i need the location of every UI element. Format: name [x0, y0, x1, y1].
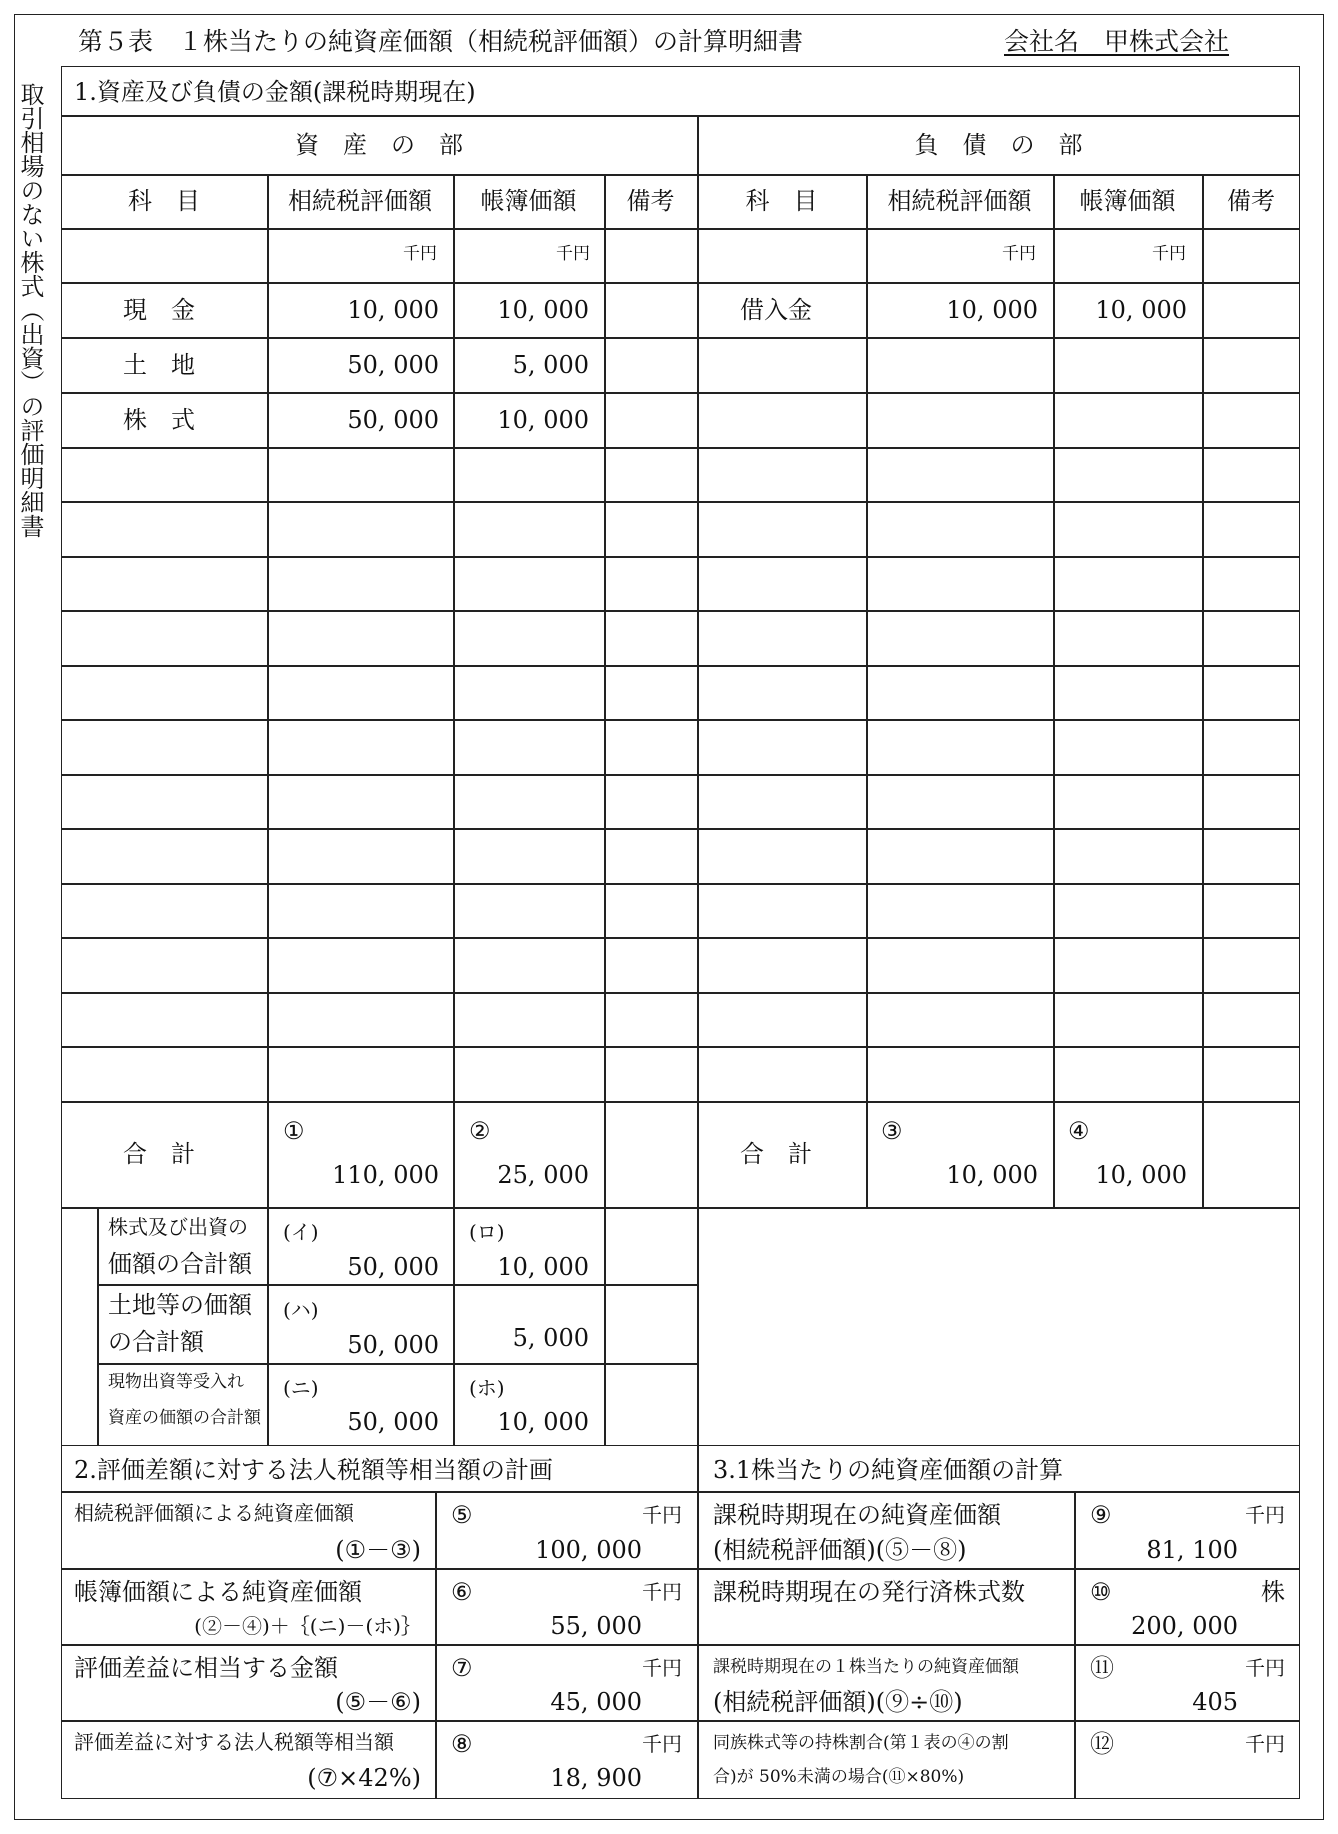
asset-eval: 10, 000 [347, 296, 439, 324]
s2-mark: ⑦ [451, 1654, 473, 1682]
s2-value: 45, 000 [550, 1688, 642, 1716]
liabilities-header: 負 債 の 部 [914, 131, 1083, 159]
unit-label: 千円 [403, 244, 437, 264]
asset-total-eval-mark: ① [283, 1117, 305, 1145]
asset-col-subject: 科 目 [128, 187, 200, 215]
s3-label: 合)が 50%未満の場合(⑪×80%) [713, 1767, 965, 1787]
asset-book: 5, 000 [512, 351, 589, 379]
liab-book: 10, 000 [1095, 296, 1187, 324]
liab-total-eval: 10, 000 [946, 1161, 1038, 1189]
s3-value: 405 [1192, 1688, 1238, 1716]
page-title: 第５表 １株当たりの純資産価額（相続税評価額）の計算明細書 [78, 27, 804, 56]
asset-eval: 50, 000 [347, 406, 439, 434]
sub-mark: (ハ) [283, 1298, 319, 1322]
s3-label: (相続税評価額)(⑨÷⑩) [713, 1688, 963, 1716]
sub-value: 5, 000 [512, 1324, 589, 1352]
s2-value: 100, 000 [535, 1536, 642, 1564]
s3-unit: 千円 [1245, 1503, 1285, 1527]
asset-total-label: 合 計 [123, 1140, 195, 1168]
s2-label: (⑦×42%) [307, 1764, 421, 1792]
asset-subject: 現 金 [123, 296, 195, 324]
s2-value: 55, 000 [550, 1612, 642, 1640]
liab-total-book-mark: ④ [1068, 1117, 1090, 1145]
s3-label: 課税時期現在の純資産価額 [713, 1501, 1001, 1529]
s3-unit: 株 [1261, 1578, 1285, 1606]
section3-title: 3.1株当たりの純資産価額の計算 [713, 1456, 1064, 1484]
section2-title: 2.評価差額に対する法人税額等相当額の計画 [74, 1456, 553, 1484]
s3-mark: ⑨ [1090, 1501, 1112, 1529]
liab-total-book: 10, 000 [1095, 1161, 1187, 1189]
s2-unit: 千円 [642, 1503, 682, 1527]
s2-label: (②－④)＋｛(ニ)－(ホ)｝ [194, 1614, 421, 1638]
liab-total-label: 合 計 [740, 1140, 812, 1168]
s3-label: 同族株式等の持株割合(第１表の④の割 [713, 1733, 1009, 1753]
company-name: 会社名 甲株式会社 [1004, 27, 1230, 56]
liab-col-subject: 科 目 [745, 187, 818, 215]
s3-label: 課税時期現在の発行済株式数 [713, 1578, 1025, 1606]
s3-value: 81, 100 [1146, 1536, 1238, 1564]
s3-unit: 千円 [1245, 1732, 1285, 1756]
asset-total-book-mark: ② [469, 1117, 491, 1145]
sub-mark: (イ) [283, 1220, 319, 1244]
asset-eval: 50, 000 [347, 351, 439, 379]
liab-total-eval-mark: ③ [881, 1117, 903, 1145]
liab-subject: 借入金 [740, 296, 812, 324]
s3-label: 課税時期現在の１株当たりの純資産価額 [713, 1657, 1019, 1677]
asset-total-eval: 110, 000 [332, 1161, 439, 1189]
asset-book: 10, 000 [497, 406, 589, 434]
s2-unit: 千円 [642, 1732, 682, 1756]
assets-header: 資 産 の 部 [295, 131, 463, 159]
liab-col-eval: 相続税評価額 [887, 187, 1032, 215]
sub-mark: (ホ) [469, 1376, 505, 1400]
liab-eval: 10, 000 [946, 296, 1038, 324]
asset-col-book: 帳簿価額 [480, 187, 577, 215]
s2-label: (⑤－⑥) [335, 1688, 421, 1716]
s3-value: 200, 000 [1131, 1612, 1238, 1640]
sub-mark: (ニ) [283, 1376, 319, 1400]
sub-label: の合計額 [108, 1328, 204, 1356]
s3-mark: ⑫ [1090, 1730, 1114, 1758]
sub-value: 50, 000 [347, 1253, 439, 1281]
s3-mark: ⑩ [1090, 1578, 1112, 1606]
sub-label: 資産の価額の合計額 [108, 1408, 261, 1428]
s2-label: 評価差益に相当する金額 [74, 1654, 338, 1682]
sub-label: 土地等の価額 [108, 1291, 252, 1319]
s2-label: 評価差益に対する法人税額等相当額 [74, 1730, 394, 1754]
side-label: 取引相場のない株式（出資）の評価明細書 [16, 82, 44, 538]
asset-subject: 株 式 [123, 406, 195, 434]
section1-title: 1.資産及び負債の金額(課税時期現在) [74, 78, 476, 106]
s2-mark: ⑤ [451, 1501, 473, 1529]
asset-book: 10, 000 [497, 296, 589, 324]
liab-col-book: 帳簿価額 [1079, 187, 1176, 215]
unit-label: 千円 [1002, 244, 1036, 264]
s2-label: (①－③) [335, 1536, 421, 1564]
section1-table [61, 66, 1300, 1446]
unit-label: 千円 [556, 244, 590, 264]
sub-mark: (ロ) [469, 1220, 505, 1244]
s2-mark: ⑥ [451, 1578, 473, 1606]
s2-unit: 千円 [642, 1580, 682, 1604]
sub-value: 50, 000 [347, 1408, 439, 1436]
s2-label: 帳簿価額による純資産価額 [74, 1578, 362, 1606]
sub-label: 現物出資等受入れ [108, 1372, 244, 1392]
s3-unit: 千円 [1245, 1656, 1285, 1680]
s3-mark: ⑪ [1090, 1654, 1114, 1682]
s2-unit: 千円 [642, 1656, 682, 1680]
asset-col-eval: 相続税評価額 [288, 187, 432, 215]
s2-value: 18, 900 [550, 1764, 642, 1792]
sub-value: 10, 000 [497, 1253, 589, 1281]
unit-label: 千円 [1152, 244, 1186, 264]
sub-label: 価額の合計額 [108, 1250, 252, 1278]
sub-label: 株式及び出資の [108, 1215, 248, 1239]
asset-col-note: 備考 [626, 187, 675, 215]
asset-subject: 土 地 [123, 351, 195, 379]
s2-label: 相続税評価額による純資産価額 [74, 1501, 354, 1525]
liab-col-note: 備考 [1227, 187, 1275, 215]
sub-value: 10, 000 [497, 1408, 589, 1436]
s3-label: (相続税評価額)(⑤－⑧) [713, 1536, 967, 1564]
s2-mark: ⑧ [451, 1730, 473, 1758]
sub-value: 50, 000 [347, 1331, 439, 1359]
asset-total-book: 25, 000 [497, 1161, 589, 1189]
